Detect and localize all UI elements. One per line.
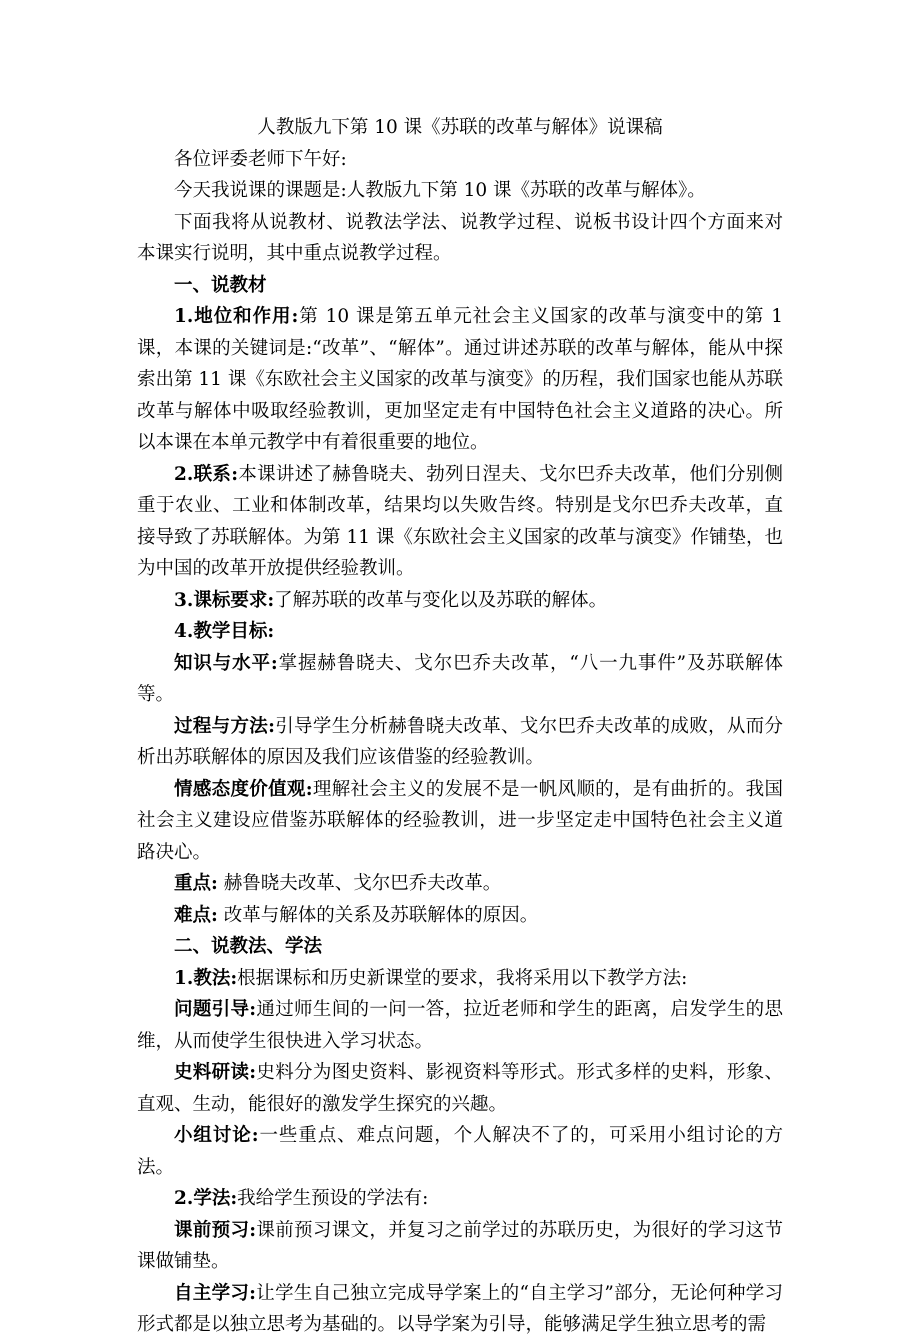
greeting: 各位评委老师下午好: bbox=[174, 148, 347, 170]
document-title: 人教版九下第 10 课《苏联的改革与解体》说课稿 bbox=[257, 117, 663, 138]
label-teaching-goals: 4.教学目标: bbox=[174, 621, 275, 642]
paragraph-attitude bbox=[137, 774, 783, 869]
paragraph-self-study bbox=[137, 1278, 783, 1341]
label-self-study: 自主学习: bbox=[174, 1282, 257, 1304]
label-key-points: 重点: bbox=[174, 873, 218, 894]
paragraph-curriculum bbox=[137, 585, 783, 617]
label-learning-method: 2.学法: bbox=[174, 1188, 238, 1209]
label-process: 过程与方法: bbox=[174, 715, 275, 737]
paragraph-question-guide bbox=[137, 994, 783, 1057]
paragraph-difficulties bbox=[137, 900, 783, 932]
label-position-role: 1.地位和作用: bbox=[174, 306, 299, 327]
paragraph-preview bbox=[137, 1215, 783, 1278]
label-connection: 2.联系: bbox=[174, 463, 239, 485]
paragraph-teaching-method bbox=[137, 963, 783, 995]
label-difficulties: 难点: bbox=[174, 904, 218, 926]
paragraph-group-discussion bbox=[137, 1120, 783, 1183]
text-preview: 课前预习课文，并复习之前学过的苏联历史，为很好的学习这节课做铺垫。 bbox=[137, 1219, 783, 1272]
text-curriculum: 了解苏联的改革与变化以及苏联的解体。 bbox=[274, 589, 608, 611]
label-group-discussion: 小组讨论: bbox=[174, 1125, 259, 1146]
text-group-discussion: 一些重点、难点问题，个人解决不了的，可采用小组讨论的方法。 bbox=[137, 1125, 783, 1178]
label-knowledge: 知识与水平: bbox=[174, 652, 278, 674]
text-knowledge: 掌握赫鲁晓夫、戈尔巴乔夫改革，“八一九事件”及苏联解体等。 bbox=[137, 652, 783, 705]
paragraph-knowledge bbox=[137, 648, 783, 711]
text-key-points: 赫鲁晓夫改革、戈尔巴乔夫改革。 bbox=[217, 873, 502, 894]
paragraph-position-role bbox=[137, 301, 783, 459]
paragraph-learning-method bbox=[137, 1183, 783, 1215]
paragraph-connection bbox=[137, 459, 783, 585]
text-position-role: 第 10 课是第五单元社会主义国家的改革与演变中的第 1 课，本课的关键词是:“改革”、“解体”。通过讲述苏联的改革与解体，能从中探索出第 11 课《东欧社会主义国家的改革与演变》的历程，我们国家也能从苏联改革与解体中吸取经验教训，更加坚定走有中国特色社会主义道路的决心。所以本课在本单元教学中有着很重要的地位。 bbox=[137, 306, 783, 453]
label-source-reading: 史料研读: bbox=[174, 1062, 257, 1083]
text-process: 引导学生分析赫鲁晓夫改革、戈尔巴乔夫改革的成败，从而分析出苏联解体的原因及我们应该借鉴的经验教训。 bbox=[137, 715, 783, 768]
topic-statement: 今天我说课的课题是:人教版九下第 10 课《苏联的改革与解体》。 bbox=[174, 180, 706, 201]
text-connection: 本课讲述了赫鲁晓夫、勃列日涅夫、戈尔巴乔夫改革，他们分别侧重于农业、工业和体制改革，结果均以失败告终。特别是戈尔巴乔夫改革，直接导致了苏联解体。为第 11 课《东欧社会主义国家的改革与演变》作铺垫，也为中国的改革开放提供经验教训。 bbox=[137, 463, 783, 579]
label-teaching-method: 1.教法: bbox=[174, 967, 238, 989]
text-self-study: 让学生自己独立完成导学案上的“自主学习”部分，无论何种学习形式都是以独立思考为基础的。以导学案为引导，能够满足学生独立思考的需 bbox=[137, 1282, 783, 1335]
paragraph-source-reading bbox=[137, 1057, 783, 1120]
label-attitude: 情感态度价值观: bbox=[174, 778, 313, 800]
label-preview: 课前预习: bbox=[174, 1219, 257, 1241]
paragraph-process bbox=[137, 711, 783, 774]
text-question-guide: 通过师生间的一问一答，拉近老师和学生的距离，启发学生的思维，从而使学生很快进入学习状态。 bbox=[137, 999, 783, 1052]
label-question-guide: 问题引导: bbox=[174, 999, 257, 1020]
section-heading-methods: 二、说教法、学法 bbox=[174, 936, 323, 957]
text-learning-method: 我给学生预设的学法有: bbox=[237, 1188, 429, 1209]
section-heading-textbook: 一、说教材 bbox=[174, 274, 267, 296]
intro-paragraph: 下面我将从说教材、说教法学法、说教学过程、说板书设计四个方面来对本课实行说明，其中重点说教学过程。 bbox=[137, 211, 783, 264]
text-attitude: 理解社会主义的发展不是一帆风顺的，是有曲折的。我国社会主义建设应借鉴苏联解体的经验教训，进一步坚定走中国特色社会主义道路决心。 bbox=[137, 778, 783, 863]
text-difficulties: 改革与解体的关系及苏联解体的原因。 bbox=[217, 904, 539, 926]
paragraph-key-points bbox=[137, 868, 783, 900]
text-source-reading: 史料分为图史资料、影视资料等形式。形式多样的史料，形象、直观、生动，能很好的激发学生探究的兴趣。 bbox=[137, 1062, 783, 1115]
text-teaching-method: 根据课标和历史新课堂的要求，我将采用以下教学方法: bbox=[237, 967, 688, 989]
label-curriculum: 3.课标要求: bbox=[174, 589, 275, 611]
